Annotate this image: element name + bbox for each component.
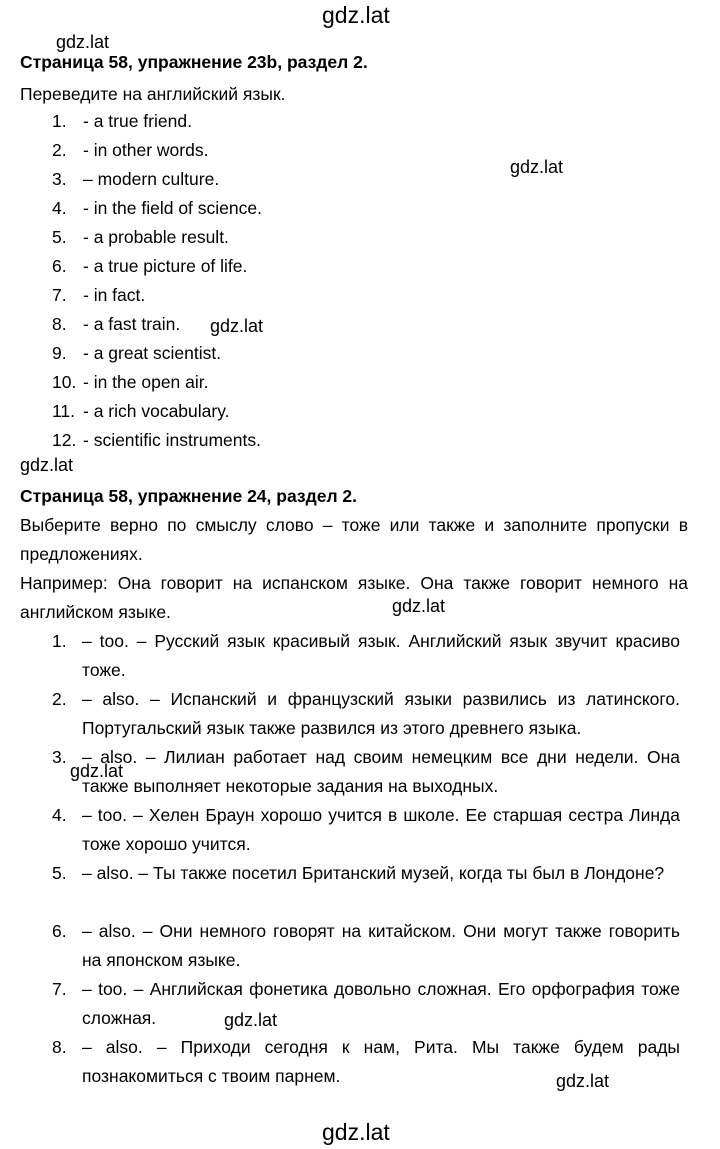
list-item — [52, 223, 262, 252]
list-item — [52, 339, 262, 368]
item-text: – modern culture. — [83, 169, 220, 189]
item-number: 8. — [52, 314, 67, 334]
section-2-instruction: Выберите верно по смыслу слово – тоже или также и заполните пропуски в предложениях. — [20, 515, 688, 564]
watermark: gdz.lat — [510, 157, 564, 177]
watermark: gdz.lat — [224, 1010, 278, 1030]
watermark: gdz.lat — [20, 455, 74, 475]
item-text: – too. – Английская фонетика довольно сложная. Его орфография тоже сложная. — [82, 979, 680, 1028]
watermark-bottom: gdz.lat — [322, 1119, 390, 1145]
section-1-heading: Страница 58, упражнение 23b, раздел 2. — [20, 52, 368, 72]
section-1-instruction: Переведите на английский язык. — [20, 84, 286, 104]
item-number: 8. — [52, 1037, 67, 1057]
item-number: 7. — [52, 285, 67, 305]
list-item — [52, 917, 680, 975]
list-item — [52, 801, 680, 859]
item-text: – too. – Русский язык красивый язык. Английский язык звучит красиво тоже. — [82, 631, 680, 680]
list-item — [52, 368, 262, 397]
item-text: - in other words. — [83, 140, 209, 160]
list-item — [52, 397, 262, 426]
watermark: gdz.lat — [556, 1071, 610, 1091]
list-item — [52, 136, 262, 165]
item-number: 6. — [52, 921, 67, 941]
item-text: - a great scientist. — [83, 343, 222, 363]
item-number: 5. — [52, 863, 67, 883]
item-number: 5. — [52, 227, 67, 247]
item-number: 3. — [52, 747, 67, 767]
item-number: 12. — [52, 430, 77, 450]
item-number: 1. — [52, 111, 67, 131]
item-number: 10. — [52, 372, 77, 392]
item-number: 2. — [52, 689, 67, 709]
list-item — [52, 627, 680, 685]
item-text: - in the open air. — [83, 372, 209, 392]
item-text: - a probable result. — [83, 227, 229, 247]
list-item — [52, 252, 262, 281]
list-item — [52, 1033, 680, 1091]
item-number: 3. — [52, 169, 67, 189]
watermark: gdz.lat — [70, 761, 124, 781]
list-item — [52, 426, 262, 455]
list-item — [52, 743, 680, 801]
watermark: gdz.lat — [210, 316, 264, 336]
item-text: – too. – Хелен Браун хорошо учится в школе. Ее старшая сестра Линда тоже хорошо учится. — [82, 805, 680, 854]
watermark: gdz.lat — [392, 596, 446, 616]
item-number: 11. — [52, 401, 76, 421]
list-item — [52, 310, 262, 339]
item-number: 1. — [52, 631, 67, 651]
item-text: – also. – Лилиан работает над своим немецким все дни недели. Она также выполняет некоторые задания на выходных. — [82, 747, 680, 796]
item-text: - a true picture of life. — [83, 256, 248, 276]
item-text: - a fast train. — [83, 314, 181, 334]
item-text: - a true friend. — [83, 111, 192, 131]
item-number: 9. — [52, 343, 67, 363]
item-text: - in the field of science. — [83, 198, 262, 218]
list-item — [52, 859, 680, 917]
item-text: – also. – Они немного говорят на китайском. Они могут также говорить на японском языке. — [82, 921, 680, 970]
list-item — [52, 107, 262, 136]
list-item — [52, 975, 680, 1033]
list-item — [52, 165, 262, 194]
section-2-example: Например: Она говорит на испанском языке. Она также говорит немного на английском языке. — [20, 573, 688, 622]
item-text: – also. – Испанский и французский языки развились из латинского. Португальский язык также развился из этого древнего языка. — [82, 689, 680, 738]
list-item — [52, 281, 262, 310]
item-number: 6. — [52, 256, 67, 276]
section-2-heading: Страница 58, упражнение 24, раздел 2. — [20, 486, 358, 506]
item-number: 4. — [52, 198, 67, 218]
item-text: – also. – Ты также посетил Британский музей, когда ты был в Лондоне? — [82, 863, 665, 883]
item-text: – also. – Приходи сегодня к нам, Рита. Мы также будем рады познакомиться с твоим парнем. — [82, 1037, 680, 1086]
item-text: - in fact. — [83, 285, 146, 305]
fill-in-list — [52, 627, 680, 1091]
item-text: - scientific instruments. — [83, 430, 261, 450]
item-number: 7. — [52, 979, 67, 999]
item-text: - a rich vocabulary. — [83, 401, 230, 421]
list-item — [52, 685, 680, 743]
watermark-top: gdz.lat — [322, 2, 390, 28]
list-item — [52, 194, 262, 223]
watermark: gdz.lat — [56, 32, 110, 52]
item-number: 4. — [52, 805, 67, 825]
item-number: 2. — [52, 140, 67, 160]
translation-list — [52, 107, 262, 455]
